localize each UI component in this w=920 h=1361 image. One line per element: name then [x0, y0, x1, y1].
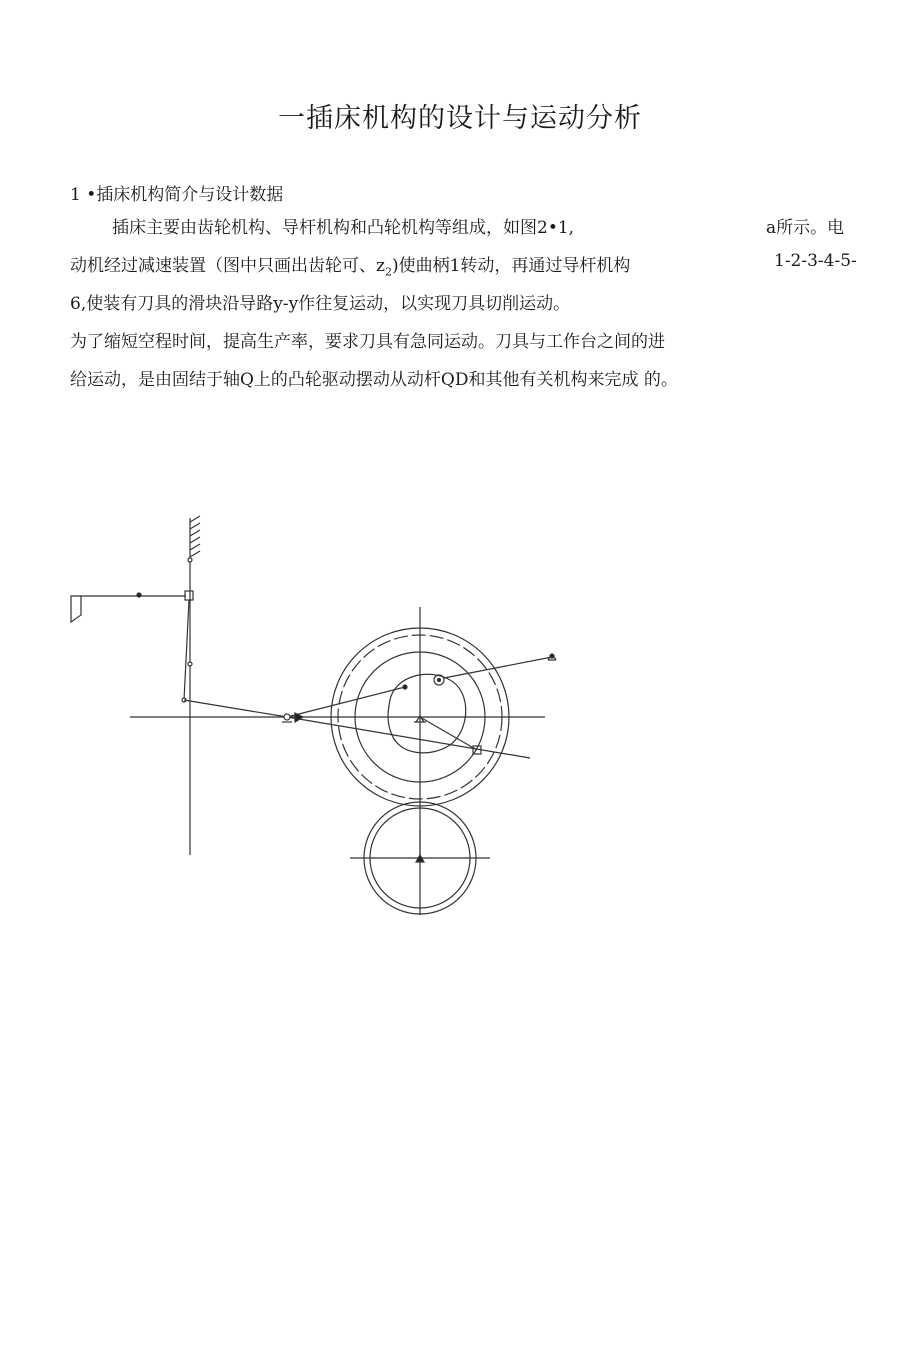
paragraph-line-2 [70, 251, 630, 278]
tool-block [71, 596, 81, 622]
mechanism-diagram [0, 500, 920, 940]
guide-lever [287, 717, 530, 758]
joint-dot-2 [403, 685, 407, 689]
pin-top [188, 558, 192, 562]
paragraph-line-2-right: 1-2-3-4-5- [774, 251, 857, 271]
paragraph-line-1-right: a所示。电 [766, 218, 845, 238]
joint-dot [137, 593, 141, 597]
pin-mid [188, 662, 192, 666]
follower-pivot [550, 654, 554, 658]
connecting-rod [184, 600, 189, 700]
section-heading: 1 •插床机构简介与设计数据 [70, 185, 284, 205]
pivot [284, 714, 290, 720]
paragraph-line-2-text: 动机经过减速装置（图中只画出齿轮可、z [70, 256, 385, 276]
link-rod [184, 700, 287, 717]
crank [420, 717, 477, 750]
guide-lever-upper [287, 687, 405, 717]
paragraph-line-5: 给运动，是由固结于轴Q上的凸轮驱动摆动从动杆QD和其他有关机构来完成 的。 [70, 370, 678, 390]
paragraph-line-4: 为了缩短空程时间，提高生产率，要求刀具有急同运动。刀具与工作台之间的进 [70, 332, 665, 352]
ground-hatch [190, 516, 200, 560]
paragraph-line-3: 6,使装有刀具的滑块沿导路y-y作往复运动，以实现刀具切削运动。 [70, 294, 571, 314]
subscript: 2 [384, 265, 392, 279]
page-title: 一插床机构的设计与运动分析 [278, 103, 642, 134]
slider-block [185, 591, 193, 600]
follower-roller-inner [438, 679, 441, 682]
paragraph-line-1: 插床主要由齿轮机构、导杆机构和凸轮机构等组成，如图2•1, [112, 218, 575, 238]
paragraph-line-2-text-cont: )使曲柄1转动，再通过导杆机构 [391, 256, 631, 276]
pivot-wedge [295, 713, 303, 722]
